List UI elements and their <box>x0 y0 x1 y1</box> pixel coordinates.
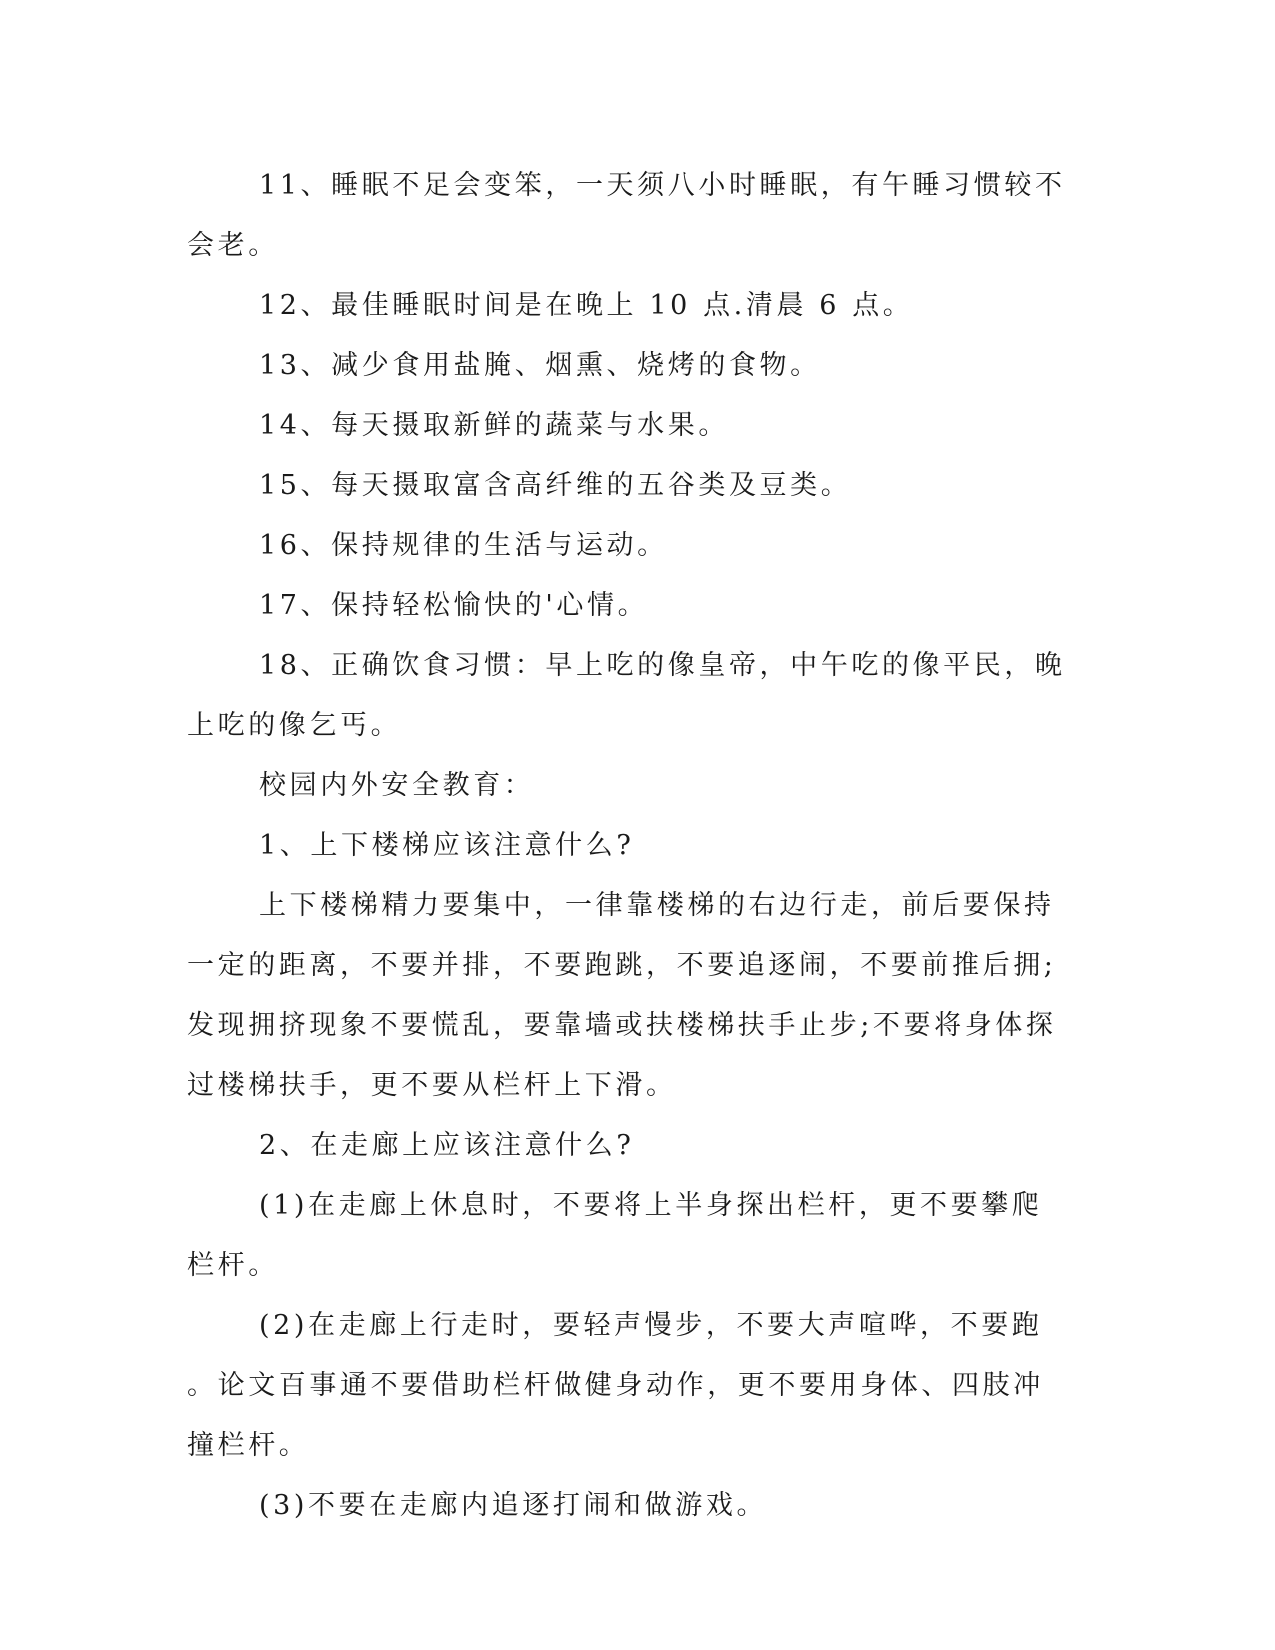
answer-stairs: 上下楼梯精力要集中，一律靠楼梯的右边行走，前后要保持一定的距离，不要并排，不要跑跳，不要追逐闹，不要前推后拥;发现拥挤现象不要慌乱，要靠墙或扶楼梯扶手止步;不要将身体探过楼梯扶手，更不要从栏杆上下滑。 <box>187 890 1057 1101</box>
paragraph-diet-tip-13: 13、减少食用盐腌、烟熏、烧烤的食物。 <box>259 350 821 381</box>
corridor-point-2: (2)在走廊上行走时，要轻声慢步，不要大声喧哗，不要跑。论文百事通不要借助栏杆做健身动作，更不要用身体、四肢冲撞栏杆。 <box>187 1310 1044 1461</box>
paragraph-life-tip-17: 17、保持轻松愉快的'心情。 <box>259 590 649 621</box>
corridor-point-1: (1)在走廊上休息时，不要将上半身探出栏杆，更不要攀爬栏杆。 <box>187 1190 1043 1281</box>
question-stairs: 1、上下楼梯应该注意什么? <box>259 830 635 861</box>
paragraph-sleep-tip-12: 12、最佳睡眠时间是在晚上 10 点.清晨 6 点。 <box>259 290 914 321</box>
question-corridor: 2、在走廊上应该注意什么? <box>259 1130 635 1161</box>
section-heading-campus-safety: 校园内外安全教育： <box>259 770 535 801</box>
paragraph-diet-tip-14: 14、每天摄取新鲜的蔬菜与水果。 <box>259 410 729 441</box>
paragraph-life-tip-16: 16、保持规律的生活与运动。 <box>259 530 668 561</box>
paragraph-diet-tip-15: 15、每天摄取富含高纤维的五谷类及豆类。 <box>259 470 852 501</box>
paragraph-sleep-tip-11: 11、睡眠不足会变笨，一天须八小时睡眠，有午睡习惯较不会老。 <box>187 170 1066 261</box>
document-body <box>187 156 1067 1536</box>
corridor-point-3: (3)不要在走廊内追逐打闹和做游戏。 <box>259 1490 768 1521</box>
paragraph-diet-tip-18: 18、正确饮食习惯：早上吃的像皇帝，中午吃的像平民，晚上吃的像乞丐。 <box>187 650 1066 741</box>
